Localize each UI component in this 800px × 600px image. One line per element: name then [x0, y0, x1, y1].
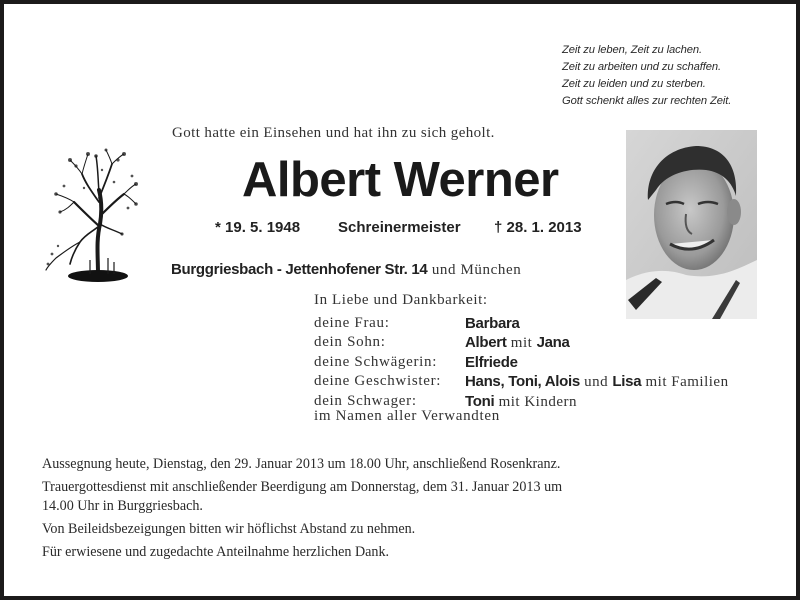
address — [171, 261, 521, 279]
quote-block — [562, 42, 731, 110]
mourner-names — [465, 372, 729, 392]
notice-thanks: Für erwiesene und zugedachte Anteilnahme herzlichen Dank. — [42, 543, 390, 560]
mourner-name: Toni — [465, 392, 495, 410]
death-date: † 28. 1. 2013 — [494, 219, 582, 236]
relation-label: deine Frau: — [314, 315, 390, 331]
relation-label: deine Schwägerin: — [314, 353, 438, 370]
notice-blessing: Aussegnung heute, Dienstag, den 29. Januar 2013 um 18.00 Uhr, anschließend Rosenkranz. — [42, 455, 561, 472]
obituary-notice — [4, 4, 796, 596]
quote-line: Zeit zu arbeiten und zu schaffen. — [562, 61, 722, 73]
intro-text: Gott hatte ein Einsehen und hat ihn zu sich geholt. — [172, 125, 495, 141]
mourners-heading: In Liebe und Dankbarkeit: — [314, 292, 488, 308]
connector-text: mit Kindern — [494, 393, 577, 410]
portrait-photo — [626, 130, 757, 319]
mourners-footer: im Namen aller Verwandten — [314, 408, 500, 424]
connector-text: mit — [506, 335, 537, 352]
mourner-name: Elfriede — [465, 353, 518, 371]
quote-line: Gott schenkt alles zur rechten Zeit. — [562, 95, 732, 107]
service-notices — [42, 454, 742, 565]
deceased-name: Albert Werner — [242, 153, 559, 207]
mourner-name: Hans, Toni, Alois — [465, 373, 580, 391]
birth-date: * 19. 5. 1948 — [215, 219, 301, 236]
connector-text: mit Familien — [641, 374, 729, 391]
mourner-names — [465, 333, 570, 353]
relation-label: dein Schwager: — [314, 392, 417, 409]
notice-condolences: Von Beileidsbezeigungen bitten wir höflichst Abstand zu nehmen. — [42, 520, 416, 537]
relation-label: deine Geschwister: — [314, 373, 442, 390]
address-suffix: und München — [427, 262, 522, 278]
relation-label: dein Sohn: — [314, 334, 386, 351]
tree-illustration-icon — [42, 146, 142, 286]
mourner-name: Jana — [536, 334, 570, 352]
quote-line: Zeit zu leben, Zeit zu lachen. — [562, 44, 703, 56]
mourner-name: Barbara — [465, 315, 520, 332]
mourner-name: Lisa — [612, 373, 642, 391]
mourner-names — [465, 314, 520, 334]
address-location: Burggriesbach - Jettenhofener Str. 14 — [171, 261, 428, 278]
connector-text: und — [579, 374, 613, 391]
notice-funeral-line-1: Trauergottesdienst mit anschließender Beerdigung am Donnerstag, dem 31. Januar 2013 um — [42, 478, 563, 495]
notice-funeral-line-2: 14.00 Uhr in Burggriesbach. — [42, 497, 203, 514]
quote-line: Zeit zu leiden und zu sterben. — [562, 78, 706, 90]
mourner-name: Albert — [465, 334, 507, 352]
mourner-names — [465, 353, 518, 373]
profession: Schreinermeister — [338, 219, 461, 236]
